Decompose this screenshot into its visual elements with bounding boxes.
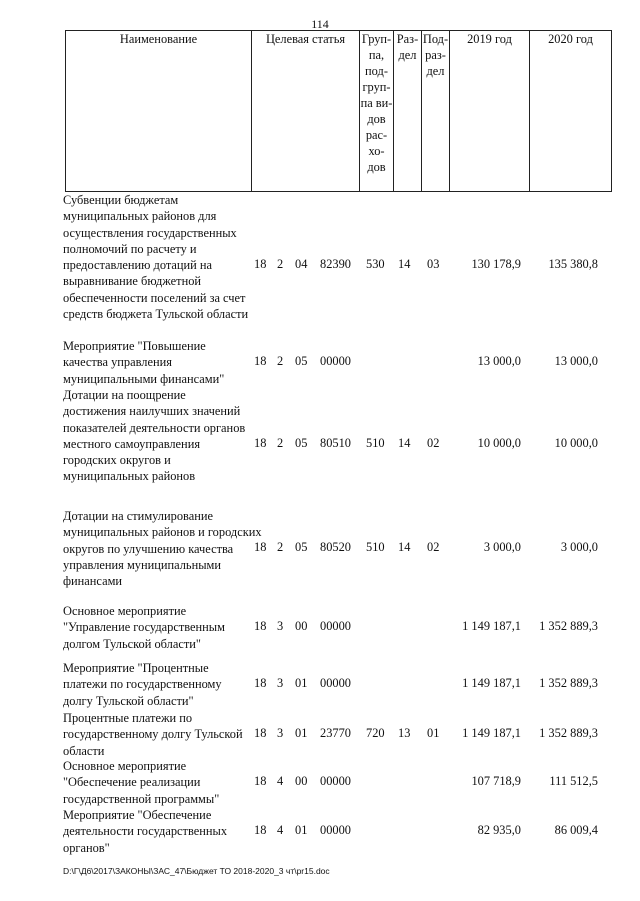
code-subprogram: 3: [277, 676, 284, 690]
code-subprogram: 2: [277, 354, 284, 368]
code-subprogram: 4: [277, 774, 284, 788]
subsection-code: 01: [427, 726, 440, 740]
header-name: Наименование: [66, 31, 252, 192]
section-code: 13: [398, 726, 411, 740]
group-code: 510: [366, 540, 385, 554]
code-program: 18: [254, 436, 267, 450]
code-program: 18: [254, 540, 267, 554]
value-2020: 1 352 889,3: [539, 726, 598, 740]
code-event: 00: [295, 619, 308, 633]
code-program: 18: [254, 354, 267, 368]
code-event: 05: [295, 540, 308, 554]
code-event: 05: [295, 354, 308, 368]
code-direction: 00000: [320, 619, 351, 633]
value-2019: 13 000,0: [477, 354, 521, 368]
value-2019: 1 149 187,1: [462, 676, 521, 690]
row-name: Мероприятие "Повышение качества управления муниципальными финансами": [63, 339, 225, 386]
value-2020: 13 000,0: [554, 354, 598, 368]
row-name: Основное мероприятие "Управление государственным долгом Тульской области": [63, 604, 225, 651]
header-section: Раз- дел: [394, 31, 422, 192]
value-2020: 86 009,4: [554, 823, 598, 837]
code-subprogram: 4: [277, 823, 284, 837]
header-group: Груп- па, под- груп- па ви- дов рас- хо- дов: [360, 31, 394, 192]
header-2019: 2019 год: [450, 31, 530, 192]
value-2020: 3 000,0: [560, 540, 598, 554]
section-code: 14: [398, 540, 411, 554]
code-direction: 00000: [320, 823, 351, 837]
value-2020: 1 352 889,3: [539, 676, 598, 690]
code-direction: 80510: [320, 436, 351, 450]
code-subprogram: 3: [277, 726, 284, 740]
code-event: 04: [295, 257, 308, 271]
value-2020: 135 380,8: [548, 257, 598, 271]
code-program: 18: [254, 676, 267, 690]
row-name: Основное мероприятие "Обеспечение реализации государственной программы": [63, 759, 220, 806]
code-subprogram: 2: [277, 257, 284, 271]
code-event: 05: [295, 436, 308, 450]
value-2020: 10 000,0: [554, 436, 598, 450]
code-subprogram: 2: [277, 540, 284, 554]
file-path-footer: D:\Г\Д6\2017\ЗАКОНЫ\ЗАС_47\Бюджет ТО 2018-2020_3 чт\pr15.doc: [63, 866, 330, 876]
subsection-code: 03: [427, 257, 440, 271]
code-subprogram: 2: [277, 436, 284, 450]
value-2019: 82 935,0: [477, 823, 521, 837]
header-2020: 2020 год: [530, 31, 612, 192]
subsection-code: 02: [427, 540, 440, 554]
row-name: Мероприятие "Обеспечение деятельности государственных органов": [63, 808, 228, 855]
value-2020: 111 512,5: [549, 774, 598, 788]
code-event: 01: [295, 676, 308, 690]
row-name: Мероприятие "Процентные платежи по государственному долгу Тульской области": [63, 661, 222, 708]
code-direction: 00000: [320, 354, 351, 368]
code-direction: 80520: [320, 540, 351, 554]
page-number: 114: [311, 17, 329, 31]
value-2019: 10 000,0: [477, 436, 521, 450]
code-direction: 00000: [320, 676, 351, 690]
code-direction: 82390: [320, 257, 351, 271]
code-program: 18: [254, 823, 267, 837]
code-program: 18: [254, 774, 267, 788]
code-event: 00: [295, 774, 308, 788]
section-code: 14: [398, 436, 411, 450]
code-direction: 23770: [320, 726, 351, 740]
group-code: 530: [366, 257, 385, 271]
code-event: 01: [295, 726, 308, 740]
row-name: Процентные платежи по государственному долгу Тульской области: [63, 711, 243, 758]
row-name: Дотации на поощрение достижения наилучших значений показателей деятельности органов местного самоуправления городских округов и муниципальных районов: [63, 388, 246, 484]
row-name: Субвенции бюджетам муниципальных районов для осуществления государственных полномочий по расчету и предоставлению дотаций на выравнивание бюджетной обеспеченности поселений за счет средств бюджета Тульской области: [63, 193, 249, 322]
value-2020: 1 352 889,3: [539, 619, 598, 633]
value-2019: 3 000,0: [483, 540, 521, 554]
code-program: 18: [254, 726, 267, 740]
subsection-code: 02: [427, 436, 440, 450]
code-direction: 00000: [320, 774, 351, 788]
table-header: [65, 30, 612, 192]
code-subprogram: 3: [277, 619, 284, 633]
header-target: Целевая статья: [252, 31, 360, 192]
row-name: Дотации на стимулирование муниципальных районов и городских округов по улучшению качества управления муниципальными финансами: [63, 509, 262, 589]
section-code: 14: [398, 257, 411, 271]
code-event: 01: [295, 823, 308, 837]
code-program: 18: [254, 257, 267, 271]
group-code: 510: [366, 436, 385, 450]
value-2019: 130 178,9: [471, 257, 521, 271]
value-2019: 107 718,9: [471, 774, 521, 788]
value-2019: 1 149 187,1: [462, 726, 521, 740]
group-code: 720: [366, 726, 385, 740]
value-2019: 1 149 187,1: [462, 619, 521, 633]
header-subsection: Под- раз- дел: [422, 31, 450, 192]
code-program: 18: [254, 619, 267, 633]
